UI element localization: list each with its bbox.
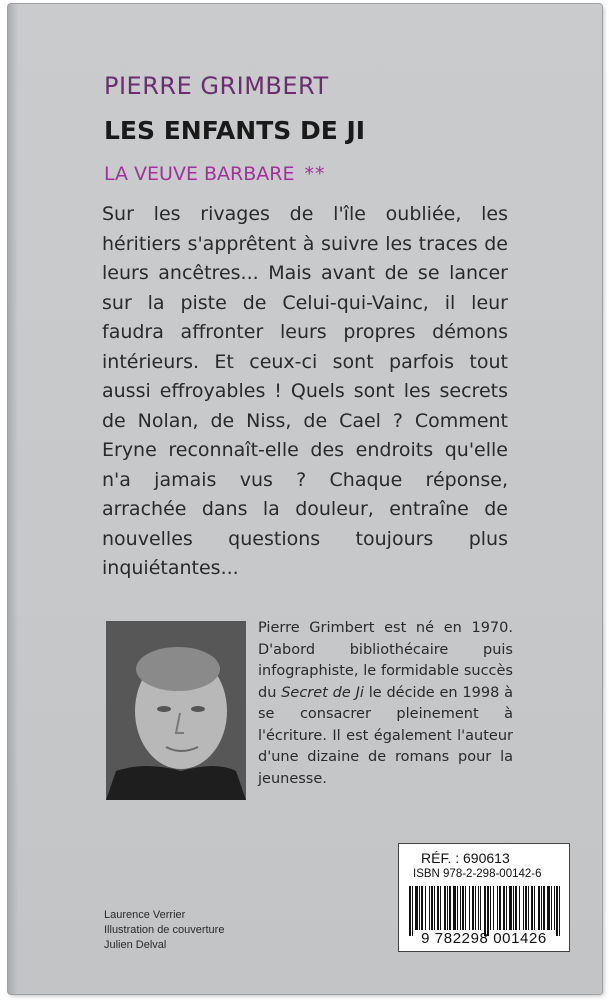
- barcode-label: [398, 843, 570, 952]
- barcode-bar: [421, 886, 423, 930]
- barcode-bar: [513, 886, 514, 930]
- barcode-bar: [506, 886, 507, 930]
- barcode-bar: [556, 886, 558, 936]
- barcode-bar: [412, 886, 413, 936]
- credits-line-1: Laurence Verrier: [104, 909, 186, 921]
- barcode-bar: [503, 886, 505, 930]
- barcode-bar: [541, 886, 542, 930]
- volume-marker: **: [304, 163, 326, 185]
- barcode-bar: [429, 886, 430, 930]
- barcode-bar: [493, 886, 494, 930]
- barcode-bar: [509, 886, 512, 930]
- barcode-bars: [407, 886, 563, 936]
- barcode-digits: 9 782298 001426: [421, 930, 547, 947]
- barcode-bar: [559, 886, 560, 936]
- barcode-bar: [554, 886, 555, 930]
- barcode-bar: [460, 886, 461, 930]
- barcode-bar: [525, 886, 527, 930]
- barcode-bar: [484, 886, 486, 936]
- barcode-bar: [449, 886, 451, 930]
- barcode-bar: [462, 886, 464, 930]
- barcode-bar: [543, 886, 545, 930]
- barcode-bar: [465, 886, 466, 930]
- barcode-bar: [440, 886, 441, 930]
- barcode-bar: [415, 886, 418, 930]
- barcode-bar: [431, 886, 433, 930]
- author-bio: [258, 618, 513, 790]
- barcode-bar: [490, 886, 491, 930]
- credits-line-2: Illustration de couverture: [104, 924, 225, 936]
- barcode-bar: [519, 886, 520, 930]
- barcode-bar: [547, 886, 550, 930]
- barcode-bar: [437, 886, 439, 930]
- barcode-bar: [534, 886, 535, 930]
- barcode-bar: [523, 886, 524, 930]
- series-title: LES ENFANTS DE JI: [104, 116, 366, 145]
- bio-part2: le décide en 1998 à se consacrer pleinement à l'écriture. Il est également l'auteur d'une dizaine de romans pour la jeunesse.: [258, 684, 513, 787]
- author-name: PIERRE GRIMBERT: [104, 72, 329, 100]
- barcode-bar: [497, 886, 498, 930]
- barcode-bar: [447, 886, 448, 930]
- barcode-bar: [551, 886, 552, 930]
- isbn-number: ISBN 978-2-298-00142-6: [413, 868, 542, 880]
- barcode-bar: [434, 886, 435, 930]
- barcode-bar: [515, 886, 517, 930]
- author-portrait-image: [106, 621, 246, 800]
- barcode-bar: [475, 886, 476, 930]
- spine-edge: [8, 4, 18, 994]
- barcode-bar: [487, 886, 489, 936]
- barcode-bar: [472, 886, 474, 930]
- cover-credits: [104, 908, 224, 953]
- credits-line-3: Julien Delval: [104, 939, 167, 951]
- barcode-bar: [444, 886, 446, 930]
- barcode-bar: [528, 886, 529, 930]
- bio-part1: Pierre Grimbert est né en 1970. D'abord bibliothécaire puis infographiste, le formidable succès du: [258, 620, 513, 701]
- barcode-bar: [409, 886, 411, 936]
- barcode-bar: [538, 886, 540, 930]
- barcode-bar: [480, 886, 481, 930]
- barcode-bar: [469, 886, 470, 930]
- barcode-bar: [531, 886, 533, 930]
- barcode-bar: [457, 886, 458, 930]
- volume-title: [104, 163, 325, 185]
- bio-book-title: Secret de Ji: [281, 684, 364, 701]
- barcode-bar: [425, 886, 426, 930]
- reference-number: RÉF. : 690613: [421, 850, 510, 866]
- barcode-bar: [453, 886, 456, 930]
- volume-title-text: LA VEUVE BARBARE: [104, 163, 295, 185]
- barcode-bar: [499, 886, 501, 930]
- blurb-text: Sur les rivages de l'île oubliée, les héritiers s'apprêtent à suivre les traces de leurs ancêtres... Mais avant de se lancer sur la piste de Celui-qui-Vainc, il leur faudra affronter leurs propres démons intérieurs. Et ceux-ci sont parfois tout aussi effroyables ! Quels sont les secrets de Nolan, de Niss, de Cael ? Comment Eryne reconnaît-elle des endroits qu'elle n'a jamais vus ? Chaque réponse, arrachée dans la douleur, entraîne de nouvelles questions toujours plus inquiétantes...: [102, 203, 508, 579]
- barcode-bar: [419, 886, 420, 930]
- barcode-bar: [478, 886, 479, 930]
- author-photo: [106, 621, 246, 800]
